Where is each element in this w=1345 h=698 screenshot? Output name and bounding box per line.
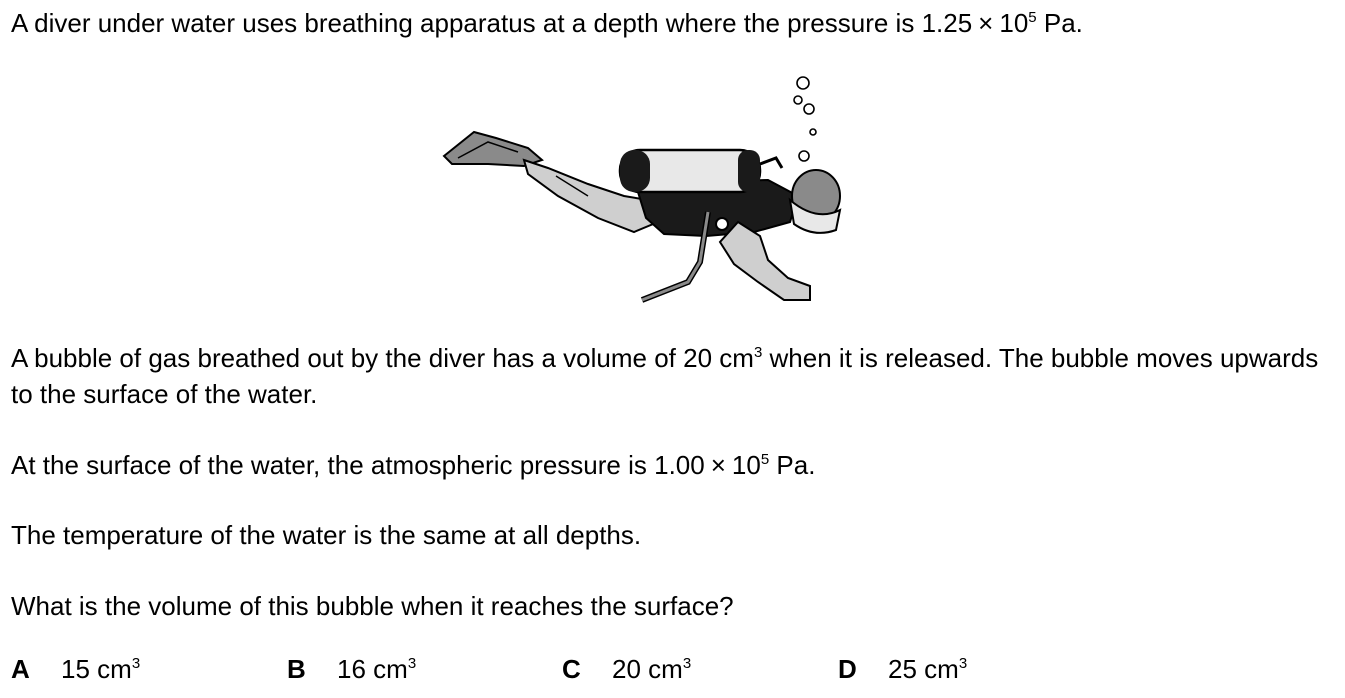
- question-bubble-text: A bubble of gas breathed out by the diver has a volume of 20 $cm^3$ when it is released. The bubble moves upwards to the surface of the water.: [11, 343, 1319, 409]
- option-b[interactable]: B 16 $cm^3$: [287, 654, 417, 684]
- option-d[interactable]: D 25 $cm^3$: [838, 654, 968, 684]
- question-surface-text: At the surface of the water, the atmospheric pressure is $1.00 \times 10^5$ Pa.: [11, 450, 816, 480]
- question-temperature-text: The temperature of the water is the same at all depths.: [11, 520, 642, 550]
- option-c[interactable]: C 20 $cm^3$: [562, 654, 692, 684]
- scuba-diver-icon: [438, 72, 848, 308]
- question-intro: A diver under water uses breathing apparatus at a depth where the pressure is $1.25 \times 10^5$ Pa.: [11, 8, 1083, 38]
- option-a[interactable]: A 15 $cm^3$: [11, 654, 141, 684]
- question-prompt: What is the volume of this bubble when it reaches the surface?: [11, 591, 734, 621]
